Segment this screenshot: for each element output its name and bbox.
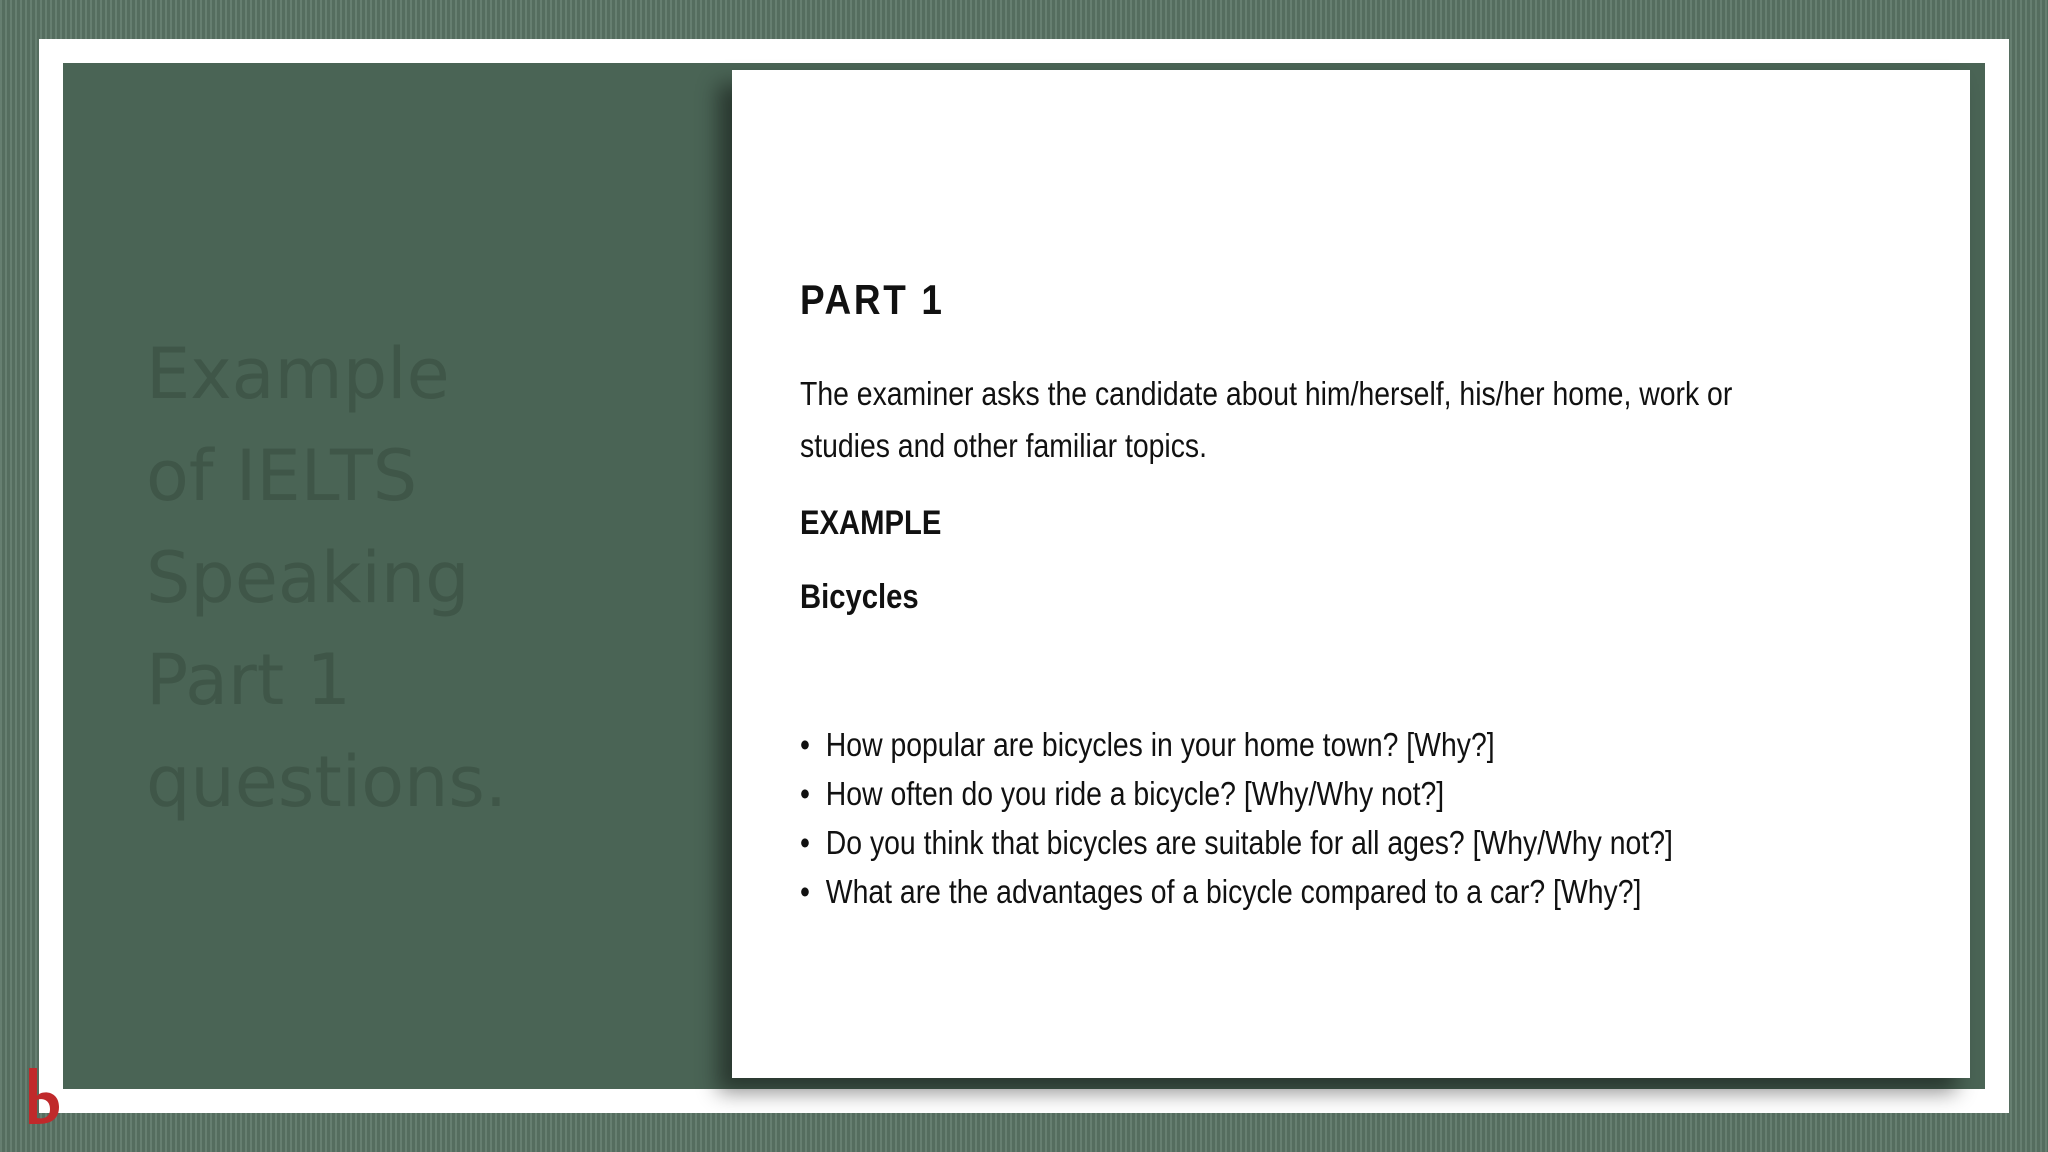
channel-logo-icon: [26, 1068, 62, 1124]
slide-title-line: Part 1: [146, 639, 351, 721]
topic-heading: Bicycles: [800, 578, 919, 616]
example-label: EXAMPLE: [800, 504, 942, 542]
document-heading: PART 1: [800, 276, 945, 323]
question-item: • How often do you ride a bicycle? [Why/Why not?]: [800, 769, 1789, 818]
slide-title: [146, 323, 706, 833]
document-intro: The examiner asks the candidate about him/herself, his/her home, work or studies and other familiar topics.: [800, 375, 1733, 464]
document-image: [732, 70, 1970, 1078]
slide-title-line: Example: [146, 333, 450, 415]
slide-title-line: Speaking: [146, 537, 470, 619]
question-item: • What are the advantages of a bicycle compared to a car? [Why?]: [800, 867, 1789, 916]
question-item: • Do you think that bicycles are suitable for all ages? [Why/Why not?]: [800, 818, 1789, 867]
logo-shape: [29, 1068, 59, 1124]
slide-title-line: of IELTS: [146, 435, 418, 517]
question-list: [800, 720, 1789, 916]
question-item: • How popular are bicycles in your home town? [Why?]: [800, 720, 1789, 769]
slide-title-line: questions.: [146, 741, 508, 823]
